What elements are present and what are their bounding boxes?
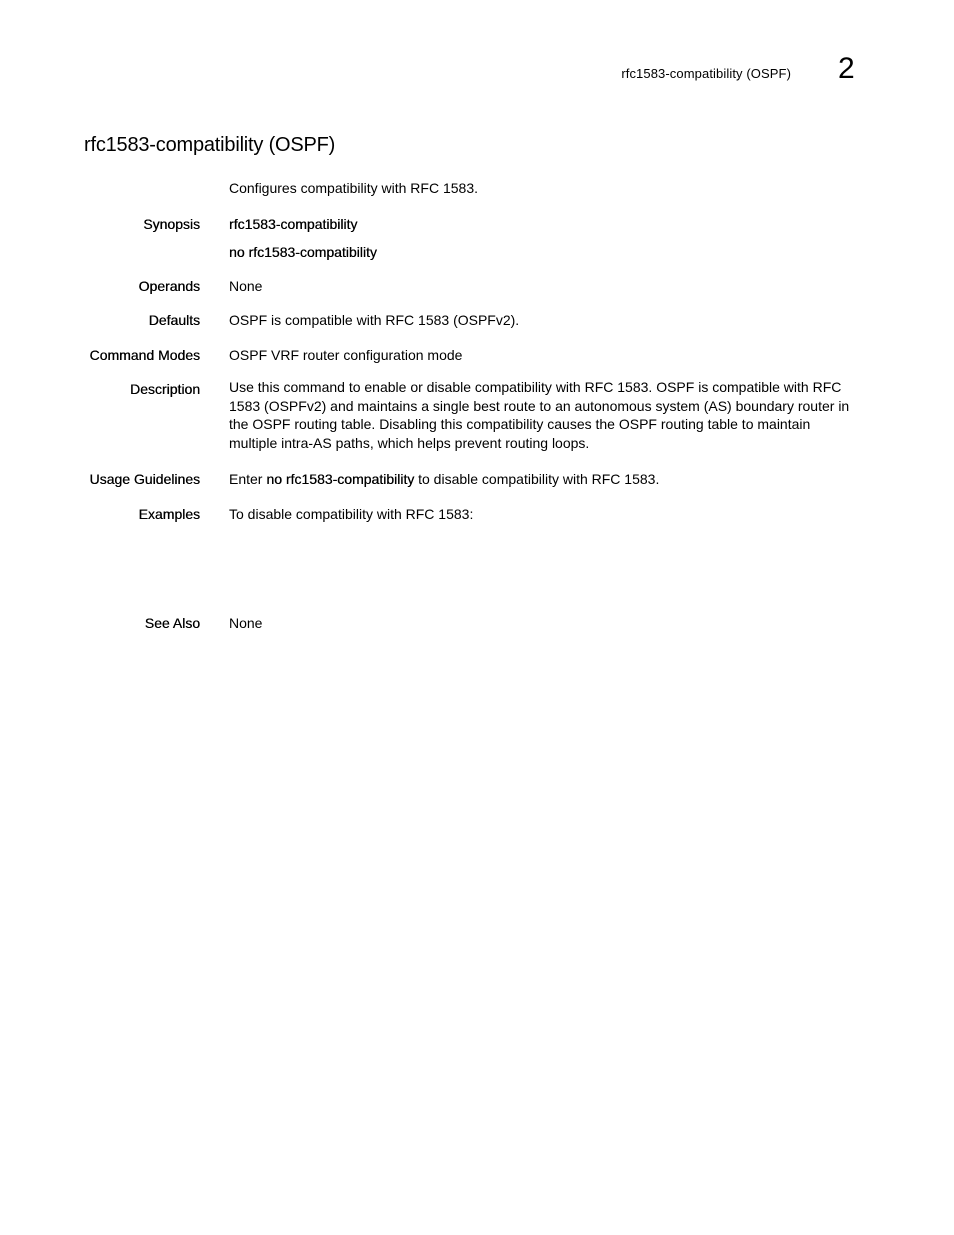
operands-text: None — [229, 278, 263, 294]
synopsis-line: rfc1583-compatibility — [229, 216, 358, 232]
see-also-label: See Also — [144, 615, 200, 631]
usage-prefix: Enter — [229, 471, 267, 487]
defaults-text: OSPF is compatible with RFC 1583 (OSPFv2). — [229, 312, 520, 328]
usage-guidelines-label: Usage Guidelines — [89, 471, 200, 487]
see-also-text: None — [229, 615, 263, 631]
chapter-number: 2 — [838, 52, 855, 85]
page-title: rfc1583-compatibility (OSPF) — [84, 134, 336, 156]
synopsis-line: no rfc1583-compatibility — [229, 244, 377, 260]
synopsis-content — [229, 216, 859, 272]
usage-command: no rfc1583-compatibility — [266, 471, 415, 487]
command-modes-text: OSPF VRF router configuration mode — [229, 347, 463, 363]
defaults-label: Defaults — [148, 312, 200, 328]
usage-suffix: to disable compatibility with RFC 1583. — [414, 471, 660, 487]
intro-text: Configures compatibility with RFC 1583. — [229, 180, 478, 196]
synopsis-label: Synopsis — [143, 216, 200, 232]
examples-text: To disable compatibility with RFC 1583: — [229, 506, 474, 522]
examples-label: Examples — [138, 506, 200, 522]
usage-guidelines-text — [229, 471, 859, 487]
description-text: Use this command to enable or disable compatibility with RFC 1583. OSPF is compatible with RFC 1583 (OSPFv2) and maintains a single best route to an autonomous system (AS) boundary router in the OSPF routing table. Disabling this compatibility causes the OSPF routing table to maintain multiple intra-AS paths, which helps prevent routing loops. — [229, 379, 850, 452]
operands-label: Operands — [138, 278, 200, 294]
running-header-title: rfc1583-compatibility (OSPF) — [621, 66, 791, 81]
description-label: Description — [129, 381, 200, 397]
command-modes-label: Command Modes — [89, 347, 200, 363]
